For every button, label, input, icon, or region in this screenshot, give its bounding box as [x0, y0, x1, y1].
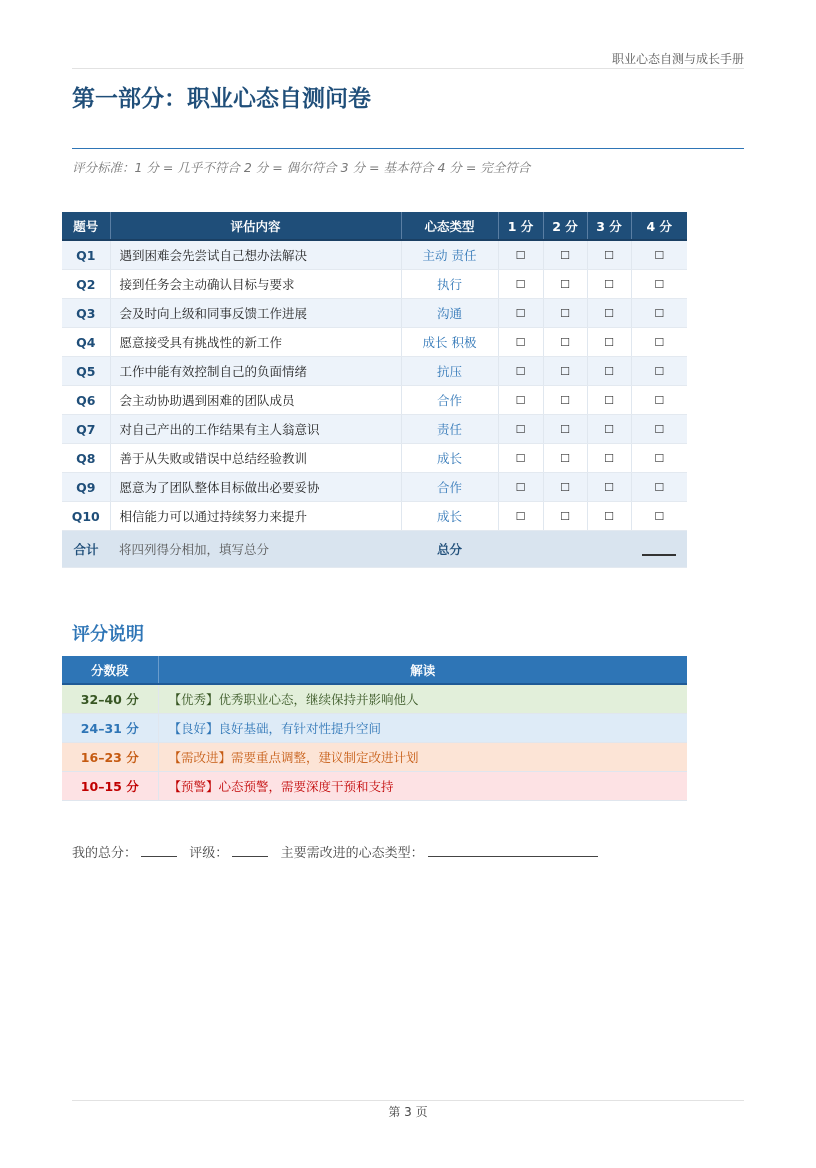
question-id: Q9: [62, 473, 110, 502]
title-divider: [72, 148, 744, 149]
question-id: Q8: [62, 444, 110, 473]
my-total-blank[interactable]: [141, 844, 177, 857]
score-1-checkbox[interactable]: ☐: [498, 328, 543, 357]
table-row: [62, 299, 687, 328]
improve-type-label: 主要需改进的心态类型：: [280, 846, 424, 861]
table-row: [62, 386, 687, 415]
score-2-checkbox[interactable]: ☐: [543, 473, 587, 502]
score-1-checkbox[interactable]: ☐: [498, 473, 543, 502]
header-divider: [72, 68, 744, 69]
mindset-type: 合作: [401, 473, 498, 502]
header-score-4: 4 分: [631, 212, 687, 240]
header-score-2: 2 分: [543, 212, 587, 240]
score-2-checkbox[interactable]: ☐: [543, 386, 587, 415]
score-1-checkbox[interactable]: ☐: [498, 357, 543, 386]
total-score-label: 总分: [401, 531, 498, 568]
scoring-section-title: 评分说明: [72, 624, 144, 645]
total-spacer: [587, 531, 631, 568]
score-1-checkbox[interactable]: ☐: [498, 415, 543, 444]
total-label: 合计: [62, 531, 110, 568]
question-content: 对自己产出的工作结果有主人翁意识: [110, 415, 401, 444]
mindset-type: 沟通: [401, 299, 498, 328]
score-4-checkbox[interactable]: ☐: [631, 328, 687, 357]
question-content: 愿意接受具有挑战性的新工作: [110, 328, 401, 357]
mindset-type: 成长: [401, 502, 498, 531]
score-1-checkbox[interactable]: ☐: [498, 386, 543, 415]
mindset-type: 成长: [401, 444, 498, 473]
score-4-checkbox[interactable]: ☐: [631, 240, 687, 270]
score-2-checkbox[interactable]: ☐: [543, 328, 587, 357]
table-row: [62, 357, 687, 386]
table-row: [62, 270, 687, 299]
question-content: 工作中能有效控制自己的负面情绪: [110, 357, 401, 386]
question-id: Q4: [62, 328, 110, 357]
question-id: Q1: [62, 240, 110, 270]
header-range: 分数段: [62, 656, 158, 684]
question-id: Q5: [62, 357, 110, 386]
question-id: Q2: [62, 270, 110, 299]
score-1-checkbox[interactable]: ☐: [498, 240, 543, 270]
header-score-1: 1 分: [498, 212, 543, 240]
scoring-table: [62, 656, 687, 801]
scoring-row: [62, 772, 687, 801]
score-2-checkbox[interactable]: ☐: [543, 444, 587, 473]
rating-blank[interactable]: [232, 844, 268, 857]
mindset-type: 抗压: [401, 357, 498, 386]
score-interpretation: 【优秀】优秀职业心态，继续保持并影响他人: [158, 684, 687, 714]
score-3-checkbox[interactable]: ☐: [587, 473, 631, 502]
mindset-type: 成长 积极: [401, 328, 498, 357]
scoring-row: [62, 684, 687, 714]
header-id: 题号: [62, 212, 110, 240]
score-interpretation: 【需改进】需要重点调整，建议制定改进计划: [158, 743, 687, 772]
score-2-checkbox[interactable]: ☐: [543, 270, 587, 299]
header-type: 心态类型: [401, 212, 498, 240]
question-id: Q6: [62, 386, 110, 415]
table-row: [62, 240, 687, 270]
question-id: Q10: [62, 502, 110, 531]
running-header: 职业心态自测与成长手册: [611, 52, 744, 66]
score-1-checkbox[interactable]: ☐: [498, 502, 543, 531]
scoring-row: [62, 714, 687, 743]
score-4-checkbox[interactable]: ☐: [631, 299, 687, 328]
question-content: 遇到困难会先尝试自己想办法解决: [110, 240, 401, 270]
score-4-checkbox[interactable]: ☐: [631, 415, 687, 444]
scoring-row: [62, 743, 687, 772]
score-3-checkbox[interactable]: ☐: [587, 444, 631, 473]
score-interpretation: 【预警】心态预警，需要深度干预和支持: [158, 772, 687, 801]
question-id: Q3: [62, 299, 110, 328]
score-range: 24–31 分: [62, 714, 158, 743]
total-spacer: [543, 531, 587, 568]
total-score-blank[interactable]: [631, 531, 687, 568]
my-total-label: 我的总分：: [72, 846, 138, 861]
score-3-checkbox[interactable]: ☐: [587, 240, 631, 270]
table-row: [62, 473, 687, 502]
score-range: 16–23 分: [62, 743, 158, 772]
scoring-header-row: [62, 656, 687, 684]
score-2-checkbox[interactable]: ☐: [543, 240, 587, 270]
total-description: 将四列得分相加，填写总分: [110, 531, 401, 568]
mindset-type: 责任: [401, 415, 498, 444]
score-4-checkbox[interactable]: ☐: [631, 444, 687, 473]
header-score-3: 3 分: [587, 212, 631, 240]
score-4-checkbox[interactable]: ☐: [631, 473, 687, 502]
header-interpretation: 解读: [158, 656, 687, 684]
table-row: [62, 444, 687, 473]
page-number: 第 3 页: [388, 1105, 428, 1119]
score-4-checkbox[interactable]: ☐: [631, 357, 687, 386]
question-content: 接到任务会主动确认目标与要求: [110, 270, 401, 299]
rating-label: 评级：: [189, 846, 229, 861]
header-content: 评估内容: [110, 212, 401, 240]
score-4-checkbox[interactable]: ☐: [631, 386, 687, 415]
mindset-type: 合作: [401, 386, 498, 415]
question-content: 会主动协助遇到困难的团队成员: [110, 386, 401, 415]
score-2-checkbox[interactable]: ☐: [543, 502, 587, 531]
improve-type-blank[interactable]: [428, 844, 598, 857]
scoring-criteria: 评分标准：1 分 = 几乎不符合 2 分 = 偶尔符合 3 分 = 基本符合 4 分 = 完全符合: [72, 160, 531, 175]
score-3-checkbox[interactable]: ☐: [587, 270, 631, 299]
total-score-line: [642, 540, 676, 556]
footer-divider: [72, 1100, 744, 1101]
score-interpretation: 【良好】良好基础，有针对性提升空间: [158, 714, 687, 743]
score-3-checkbox[interactable]: ☐: [587, 502, 631, 531]
score-range: 32–40 分: [62, 684, 158, 714]
question-content: 相信能力可以通过持续努力来提升: [110, 502, 401, 531]
question-id: Q7: [62, 415, 110, 444]
questionnaire-table: [62, 212, 687, 568]
score-2-checkbox[interactable]: ☐: [543, 299, 587, 328]
total-spacer: [498, 531, 543, 568]
table-row: [62, 415, 687, 444]
score-1-checkbox[interactable]: ☐: [498, 299, 543, 328]
mindset-type: 执行: [401, 270, 498, 299]
score-3-checkbox[interactable]: ☐: [587, 386, 631, 415]
score-3-checkbox[interactable]: ☐: [587, 357, 631, 386]
score-1-checkbox[interactable]: ☐: [498, 270, 543, 299]
question-content: 愿意为了团队整体目标做出必要妥协: [110, 473, 401, 502]
score-range: 10–15 分: [62, 772, 158, 801]
score-4-checkbox[interactable]: ☐: [631, 270, 687, 299]
score-3-checkbox[interactable]: ☐: [587, 328, 631, 357]
mindset-type: 主动 责任: [401, 240, 498, 270]
score-1-checkbox[interactable]: ☐: [498, 444, 543, 473]
score-2-checkbox[interactable]: ☐: [543, 415, 587, 444]
summary-line: [72, 842, 602, 861]
questionnaire-header-row: [62, 212, 687, 240]
total-row: [62, 531, 687, 568]
table-row: [62, 502, 687, 531]
score-3-checkbox[interactable]: ☐: [587, 415, 631, 444]
table-row: [62, 328, 687, 357]
score-2-checkbox[interactable]: ☐: [543, 357, 587, 386]
page-title: 第一部分：职业心态自测问卷: [72, 86, 371, 112]
score-3-checkbox[interactable]: ☐: [587, 299, 631, 328]
question-content: 善于从失败或错误中总结经验教训: [110, 444, 401, 473]
score-4-checkbox[interactable]: ☐: [631, 502, 687, 531]
question-content: 会及时向上级和同事反馈工作进展: [110, 299, 401, 328]
